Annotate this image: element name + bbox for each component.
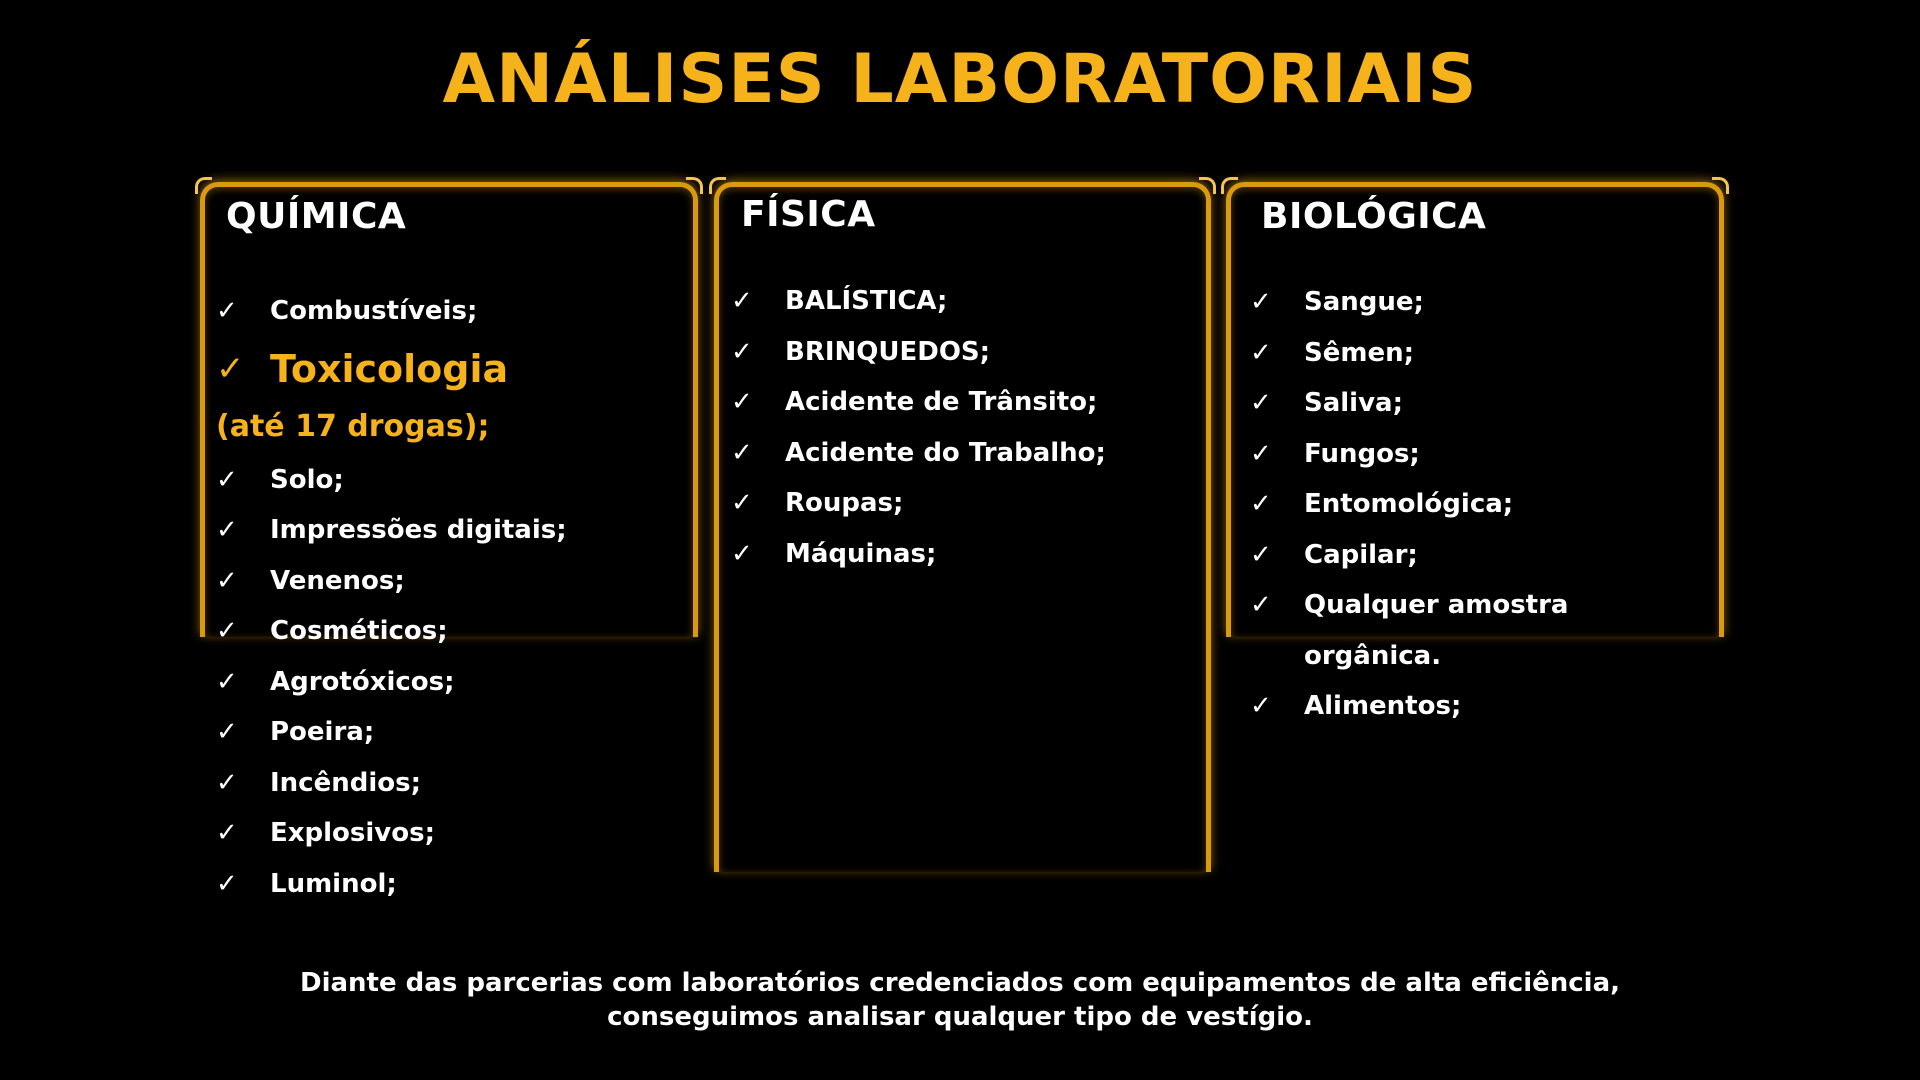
biologica-heading: BIOLÓGICA (1261, 196, 1487, 237)
list-item: ✓ Qualquer amostra (1250, 580, 1568, 631)
check-icon: ✓ (216, 666, 238, 697)
check-icon: ✓ (216, 616, 238, 646)
list-item: ✓ Sangue; (1250, 277, 1568, 328)
check-icon: ✓ (1250, 287, 1272, 317)
list-item: ✓ Saliva; (1250, 378, 1568, 429)
list-item: ✓ Venenos; (216, 556, 567, 607)
check-icon: ✓ (1250, 539, 1272, 570)
list-item: ✓ Acidente do Trabalho; (731, 428, 1106, 479)
footer-line-2: conseguimos analisar qualquer tipo de vestígio. (607, 1002, 1313, 1032)
check-icon: ✓ (216, 767, 238, 798)
check-icon: ✓ (731, 538, 753, 569)
list-item: ✓ BRINQUEDOS; (731, 327, 1106, 378)
list-item: ✓ Explosivos; (216, 808, 567, 859)
check-icon: ✓ (216, 464, 238, 495)
list-item: ✓ Capilar; (1250, 530, 1568, 581)
check-icon: ✓ (731, 387, 753, 417)
check-icon: ✓ (216, 565, 238, 596)
check-icon: ✓ (731, 286, 753, 316)
list-item: ✓ Impressões digitais; (216, 505, 567, 556)
check-icon: ✓ (731, 437, 753, 468)
list-item: ✓ Entomológica; (1250, 479, 1568, 530)
list-item: ✓ Combustíveis; (216, 286, 567, 337)
list-item: ✓ Alimentos; (1250, 681, 1568, 732)
footer-line-1: Diante das parcerias com laboratórios credenciados com equipamentos de alta eficiência, (300, 968, 1620, 998)
check-icon: ✓ (216, 818, 238, 848)
list-item: ✓ Luminol; (216, 859, 567, 910)
page-title: ANÁLISES LABORATORIAIS (442, 40, 1478, 119)
list-item: ✓ Roupas; (731, 478, 1106, 529)
quimica-heading: QUÍMICA (226, 196, 407, 237)
quimica-list (216, 286, 567, 909)
list-item-subtitle: (até 17 drogas); (216, 408, 490, 444)
list-item: ✓ Máquinas; (731, 529, 1106, 580)
check-icon: ✓ (1250, 337, 1272, 368)
biologica-list (1250, 277, 1568, 732)
list-item: ✓ Cosméticos; (216, 606, 567, 657)
list-item-continuation: orgânica. (1304, 640, 1442, 671)
list-item: ✓ Solo; (216, 455, 567, 506)
list-item: ✓ Incêndios; (216, 758, 567, 809)
list-item: ✓ BALÍSTICA; (731, 276, 1106, 327)
fisica-heading: FÍSICA (741, 194, 876, 235)
list-item: ✓ Acidente de Trânsito; (731, 377, 1106, 428)
list-item: ✓ Sêmen; (1250, 328, 1568, 379)
check-icon: ✓ (216, 515, 238, 545)
check-icon: ✓ (216, 717, 238, 747)
list-item-highlight: ✓ Toxicologia (216, 337, 567, 401)
check-icon: ✓ (1250, 489, 1272, 519)
fisica-list (731, 276, 1106, 579)
list-item: ✓ Poeira; (216, 707, 567, 758)
check-icon: ✓ (1250, 388, 1272, 418)
check-icon: ✓ (731, 488, 753, 518)
check-icon: ✓ (1250, 691, 1272, 721)
check-icon: ✓ (1250, 590, 1272, 620)
check-icon: ✓ (216, 348, 245, 389)
list-item: ✓ Agrotóxicos; (216, 657, 567, 708)
check-icon: ✓ (216, 868, 238, 899)
footer-text (0, 966, 1920, 1034)
check-icon: ✓ (1250, 438, 1272, 469)
check-icon: ✓ (731, 336, 753, 367)
check-icon: ✓ (216, 296, 238, 326)
list-item: ✓ Fungos; (1250, 429, 1568, 480)
